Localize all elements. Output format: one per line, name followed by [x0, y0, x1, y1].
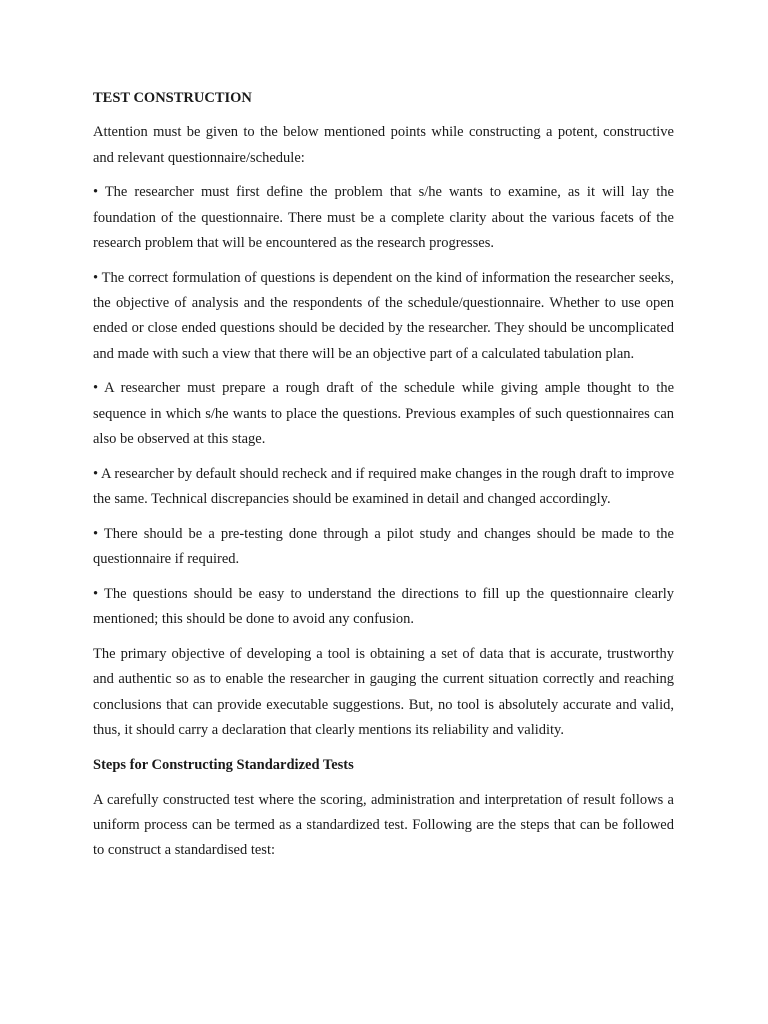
bullet-recheck-draft: • A researcher by default should recheck and if required make changes in the rough draft to improve the same. Technical discrepancies should be examined in detail and changed accordingly.: [93, 465, 674, 508]
bullet-pre-testing: • There should be a pre-testing done through a pilot study and changes should be made to the questionnaire if required.: [93, 525, 674, 568]
bullet-rough-draft: • A researcher must prepare a rough draft of the schedule while giving ample thought to the sequence in which s/he wants to place the questions. Previous examples of such questionnaires can also be observed at this stage.: [93, 380, 674, 448]
bullet-formulate-questions: • The correct formulation of questions is dependent on the kind of information the researcher seeks, the objective of analysis and the respondents of the schedule/questionnaire. Whether to use open ended or close ended questions should be decided by the researcher. They should be uncomplicated and made with such a view that there will be an objective part of a calculated tabulation plan.: [93, 269, 674, 362]
conclusion-paragraph: The primary objective of developing a tool is obtaining a set of data that is accurate, trustworthy and authentic so as to enable the researcher in gauging the current situation correctly and reaching conclusions that can provide executable suggestions. But, no tool is absolutely accurate and valid, thus, it should carry a declaration that clearly mentions its reliability and validity.: [93, 646, 674, 739]
section-heading: Steps for Constructing Standardized Tests: [93, 756, 354, 773]
document-page: [93, 86, 674, 873]
bullet-easy-questions: • The questions should be easy to understand the directions to fill up the questionnaire clearly mentioned; this should be done to avoid any confusion.: [93, 586, 674, 628]
section-paragraph: A carefully constructed test where the scoring, administration and interpretation of result follows a uniform process can be termed as a standardized test. Following are the steps that can be followed to construct a standardised test:: [93, 791, 674, 859]
intro-paragraph: Attention must be given to the below mentioned points while constructing a potent, constructive and relevant questionnaire/schedule:: [93, 124, 674, 166]
bullet-define-problem: • The researcher must first define the problem that s/he wants to examine, as it will lay the foundation of the questionnaire. There must be a complete clarity about the various facets of the research problem that will be encountered as the research progresses.: [93, 184, 674, 251]
page-title: TEST CONSTRUCTION: [93, 90, 252, 106]
